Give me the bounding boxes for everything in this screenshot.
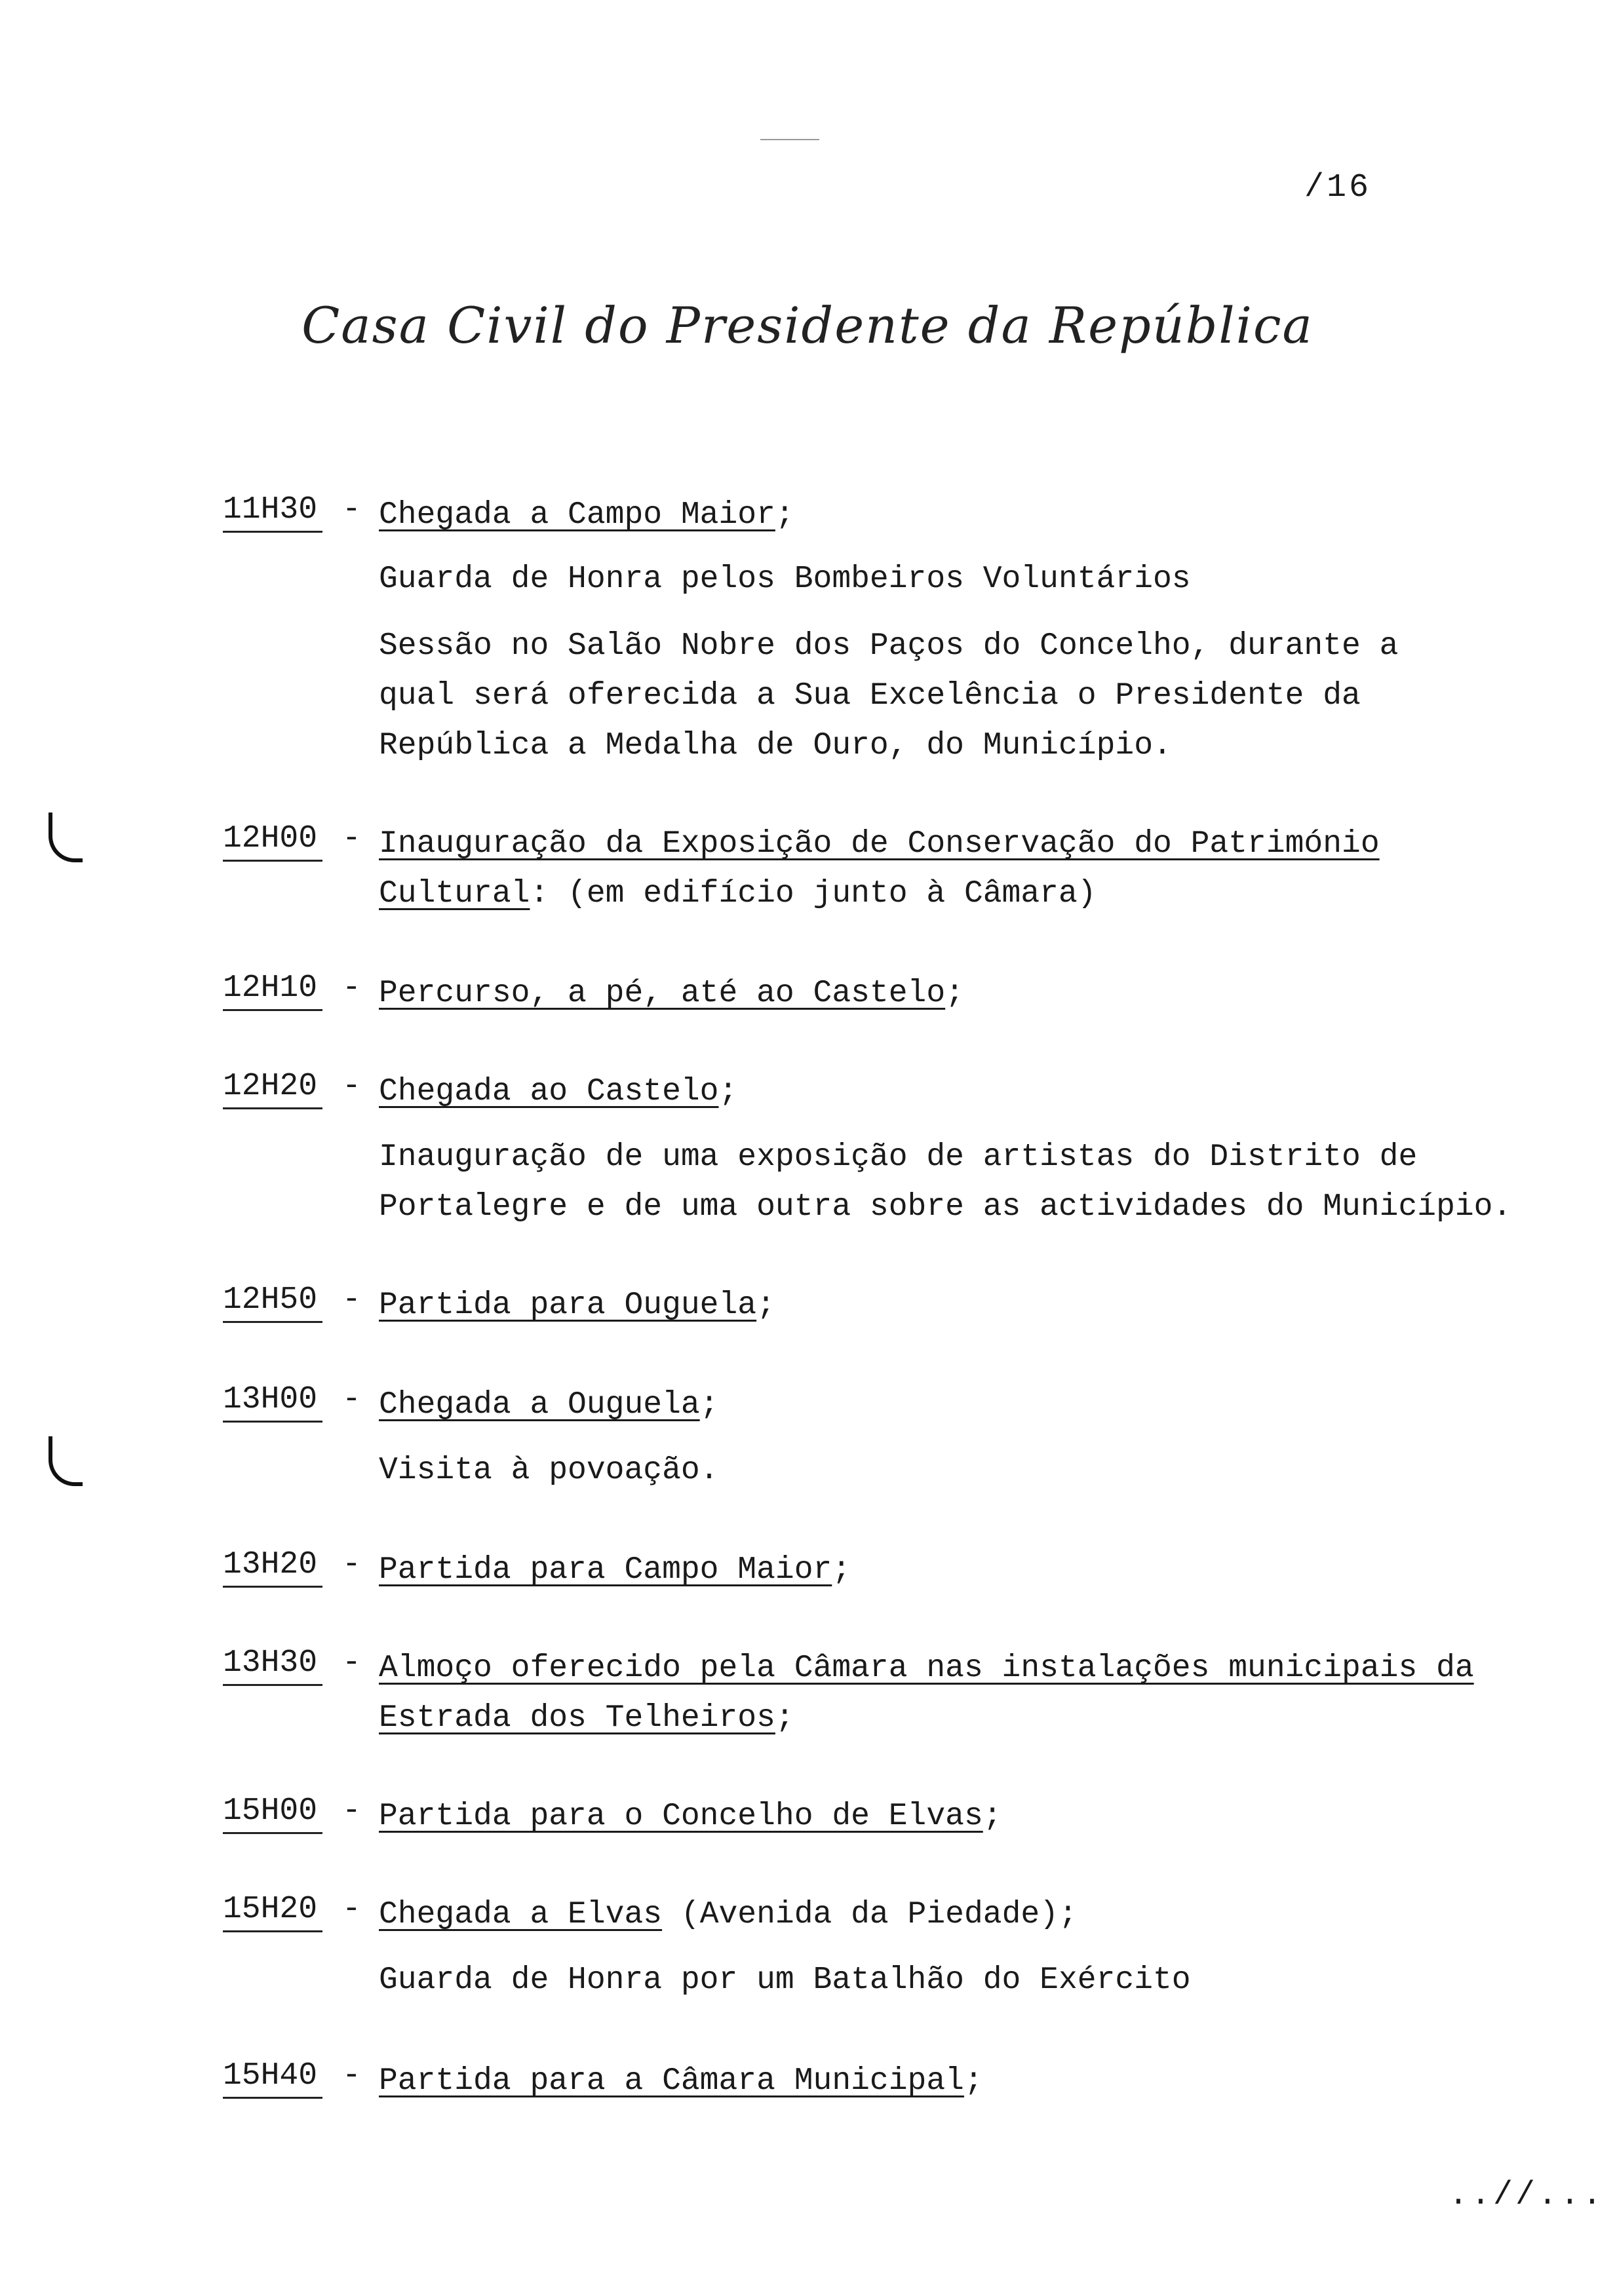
scan-speck <box>760 139 819 143</box>
entry-description-line: Guarda de Honra por um Batalhão do Exército <box>379 1962 1191 1998</box>
entry-title-text: Partida para Campo Maior <box>379 1552 832 1588</box>
entry-title-text: Estrada dos Telheiros <box>379 1700 775 1736</box>
entry-title-suffix: ; <box>945 976 964 1011</box>
entry-title-text: Chegada ao Castelo <box>379 1074 719 1109</box>
entry-time: 15H20 <box>223 1890 322 1932</box>
entry-time: 13H20 <box>223 1545 322 1588</box>
entry-title-suffix: ; <box>983 1799 1002 1834</box>
entry-dash: - <box>342 1645 361 1681</box>
margin-check-mark <box>49 813 83 862</box>
entry-title <box>379 1545 1585 1595</box>
entry-dash: - <box>342 821 361 856</box>
entry-description-line: Sessão no Salão Nobre dos Paços do Concelho, durante a <box>379 628 1399 664</box>
entry-title <box>379 1791 1585 1841</box>
entry-title-suffix: ; <box>756 1288 775 1323</box>
entry-description-line: Guarda de Honra pelos Bombeiros Voluntários <box>379 562 1191 597</box>
entry-title <box>379 1067 1585 1117</box>
entry-time: 12H50 <box>223 1280 322 1323</box>
entry-title-text: Inauguração da Exposição de Conservação do Património <box>379 826 1380 862</box>
entry-title <box>379 1380 1585 1430</box>
entry-time: 12H10 <box>223 968 322 1011</box>
entry-dash: - <box>342 1382 361 1417</box>
entry-title-continuation <box>379 869 1585 919</box>
entry-title-text: Chegada a Ouguela <box>379 1387 700 1423</box>
entry-description-line: Visita à povoação. <box>379 1453 719 1488</box>
entry-dash: - <box>342 970 361 1006</box>
entry-title-suffix: (Avenida da Piedade); <box>662 1897 1078 1932</box>
letterhead: Casa Civil do Presidente da República <box>302 296 1313 354</box>
entry-dash: - <box>342 1282 361 1318</box>
entry-title-text: Almoço oferecido pela Câmara nas instalações municipais da <box>379 1651 1474 1686</box>
entry-title <box>379 819 1585 869</box>
entry-title <box>379 1643 1585 1693</box>
entry-title-text: Percurso, a pé, até ao Castelo <box>379 976 946 1011</box>
entry-title-text: Chegada a Campo Maior <box>379 497 775 533</box>
entry-title-suffix: ; <box>775 497 794 533</box>
entry-title-suffix: ; <box>718 1074 738 1109</box>
entry-title-suffix: ; <box>775 1700 794 1736</box>
entry-description-line: Portalegre e de uma outra sobre as actividades do Município. <box>379 1189 1512 1225</box>
entry-title-text: Cultural <box>379 876 530 911</box>
entry-title-text: Partida para o Concelho de Elvas <box>379 1799 983 1834</box>
entry-dash: - <box>342 492 361 527</box>
entry-dash: - <box>342 1547 361 1582</box>
entry-time: 11H30 <box>223 490 322 533</box>
entry-time: 13H00 <box>223 1380 322 1423</box>
entry-title-text: Chegada a Elvas <box>379 1897 663 1932</box>
margin-check-mark <box>49 1436 83 1486</box>
entry-dash: - <box>342 1069 361 1104</box>
entry-description-line: República a Medalha de Ouro, do Município. <box>379 728 1172 763</box>
entry-title <box>379 1890 1585 1940</box>
entry-time: 15H40 <box>223 2056 322 2099</box>
entry-title-text: Partida para a Câmara Municipal <box>379 2063 964 2099</box>
page-number: /16 <box>1304 169 1372 206</box>
continuation-marker: ..//... <box>1449 2177 1605 2214</box>
entry-title-suffix: : (em edifício junto à Câmara) <box>530 876 1097 911</box>
entry-title <box>379 1280 1585 1330</box>
entry-title <box>379 2056 1585 2106</box>
entry-title-suffix: ; <box>699 1387 719 1423</box>
entry-time: 12H00 <box>223 819 322 862</box>
entry-time: 13H30 <box>223 1643 322 1686</box>
entry-time: 12H20 <box>223 1067 322 1109</box>
entry-dash: - <box>342 2058 361 2094</box>
entry-description-line: Inauguração de uma exposição de artistas do Distrito de <box>379 1139 1418 1175</box>
entry-description-line: qual será oferecida a Sua Excelência o Presidente da <box>379 678 1361 714</box>
entry-title <box>379 490 1585 540</box>
entry-title <box>379 968 1585 1018</box>
entry-title-continuation <box>379 1693 1585 1743</box>
entry-time: 15H00 <box>223 1791 322 1834</box>
entry-title-suffix: ; <box>963 2063 983 2099</box>
entry-title-suffix: ; <box>832 1552 851 1588</box>
entry-dash: - <box>342 1892 361 1927</box>
entry-title-text: Partida para Ouguela <box>379 1288 757 1323</box>
entry-dash: - <box>342 1793 361 1829</box>
